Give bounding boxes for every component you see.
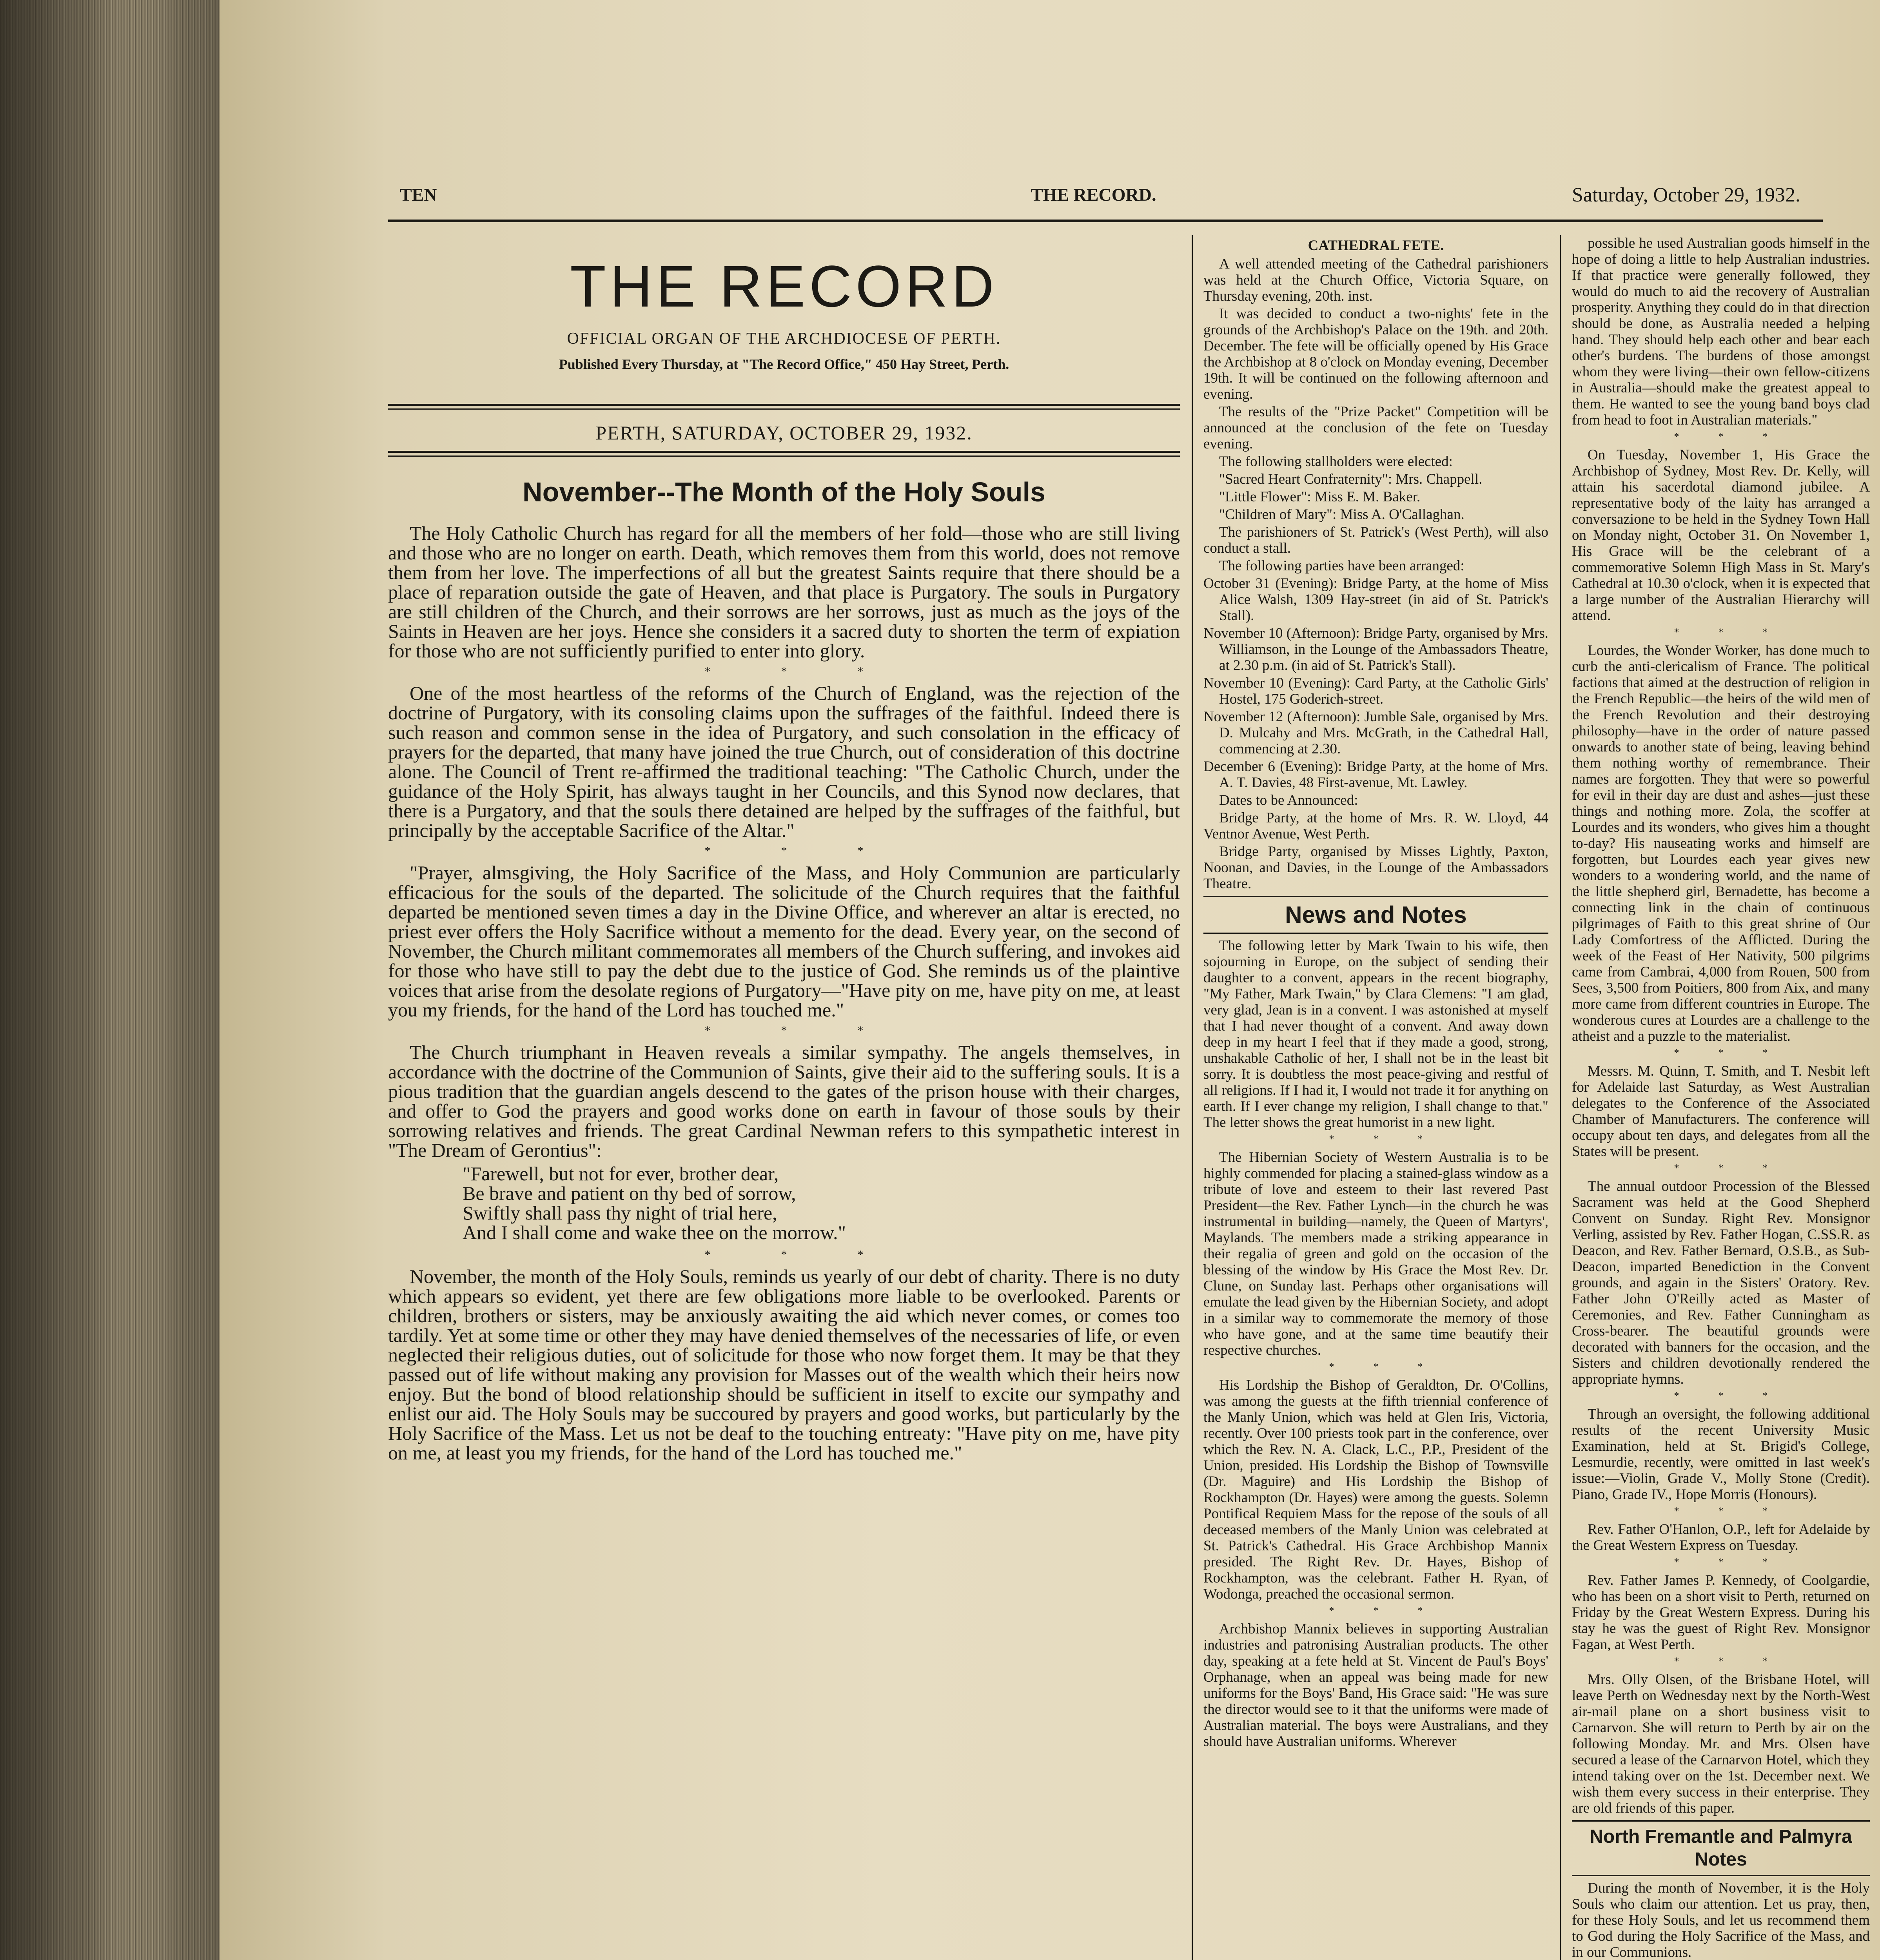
news-item: The parishioners of St. Patrick's (West Perth), will also conduct a stall. (1203, 524, 1548, 556)
news-item: It was decided to conduct a two-nights' fete in the grounds of the Archbishop's Palace on the 19th. and 20th. December. The fete will be officially opened by His Grace the Archbishop at 8 o'clock on Monday evening, December 19th. It will be continued on the following afternoon and evening. (1203, 306, 1548, 402)
party-item: October 31 (Evening): Bridge Party, at the home of Miss Alice Walsh, 1309 Hay-street (in aid of St. Patrick's Stall). (1203, 575, 1548, 624)
poem-line: Swiftly shall pass thy night of trial here, (463, 1202, 777, 1224)
separator-stars: *** (1674, 626, 1807, 638)
news-item: Archbishop Mannix believes in supporting Australian industries and patronising Australian products. The other day, speaking at a fete held at St. Vincent de Paul's Boys' Orphanage, when an appeal was being made for new uniforms for the Boys' Band, His Grace said: "He was sure the director would see to it that the uniforms were made of Australian material. The boys were Australians, and they should have Australian uniforms. Wherever (1203, 1621, 1548, 1749)
news-item: The results of the "Prize Packet" Competition will be announced at the conclusion of the fete on Tuesday evening. (1203, 404, 1548, 452)
north-fremantle-heading: North Fremantle and Palmyra Notes (1590, 1826, 1852, 1870)
editorial-paragraph: November, the month of the Holy Souls, reminds us yearly of our debt of charity. There is no duty which appears so evident, yet there are few obligations more liable to be overlooked. Parents or children, brothers or sisters, may be anxiously awaiting the aid which never comes, or comes too tardily. Yet at some time or other they may have denied themselves of the necessaries of life, or even neglected their religious duties, out of solicitude for those who now forget them. It may be that they passed out of life without making any provision for Masses out of the wealth which their heirs now enjoy. But the bond of blood relationship should be sufficient in itself to excite our sympathy and enlist our aid. The Holy Souls may be succoured by prayers and good works, but particularly by the Holy Sacrifice of the Mass. Let us not be deaf to the touching entreaty: "Have pity on me, have pity on me, at least you my friends, for the hand of the Lord has touched me." (388, 1265, 1180, 1464)
column-divider (1192, 235, 1193, 1960)
page-number-label: TEN (400, 185, 437, 205)
dateline-block (388, 421, 1180, 444)
poem-line: And I shall come and wake thee on the morrow." (463, 1221, 846, 1243)
section-rule (1203, 896, 1548, 897)
dateline: PERTH, SATURDAY, OCTOBER 29, 1932. (595, 422, 973, 444)
dateline-rule-2 (388, 456, 1180, 457)
separator-stars: *** (1329, 1361, 1462, 1372)
news-item: During the month of November, it is the Holy Souls who claim our attention. Let us pray, then, for these Holy Souls, and let us recommend them to God during the Holy Sacrifice of the Mass, and in our Communions. (1572, 1880, 1870, 1960)
separator-stars: *** (1674, 1655, 1807, 1667)
poem-quote (463, 1164, 1180, 1242)
news-item: Rev. Father James P. Kennedy, of Coolgardie, who has been on a short visit to Perth, returned on Friday by the Great Western Express. During his stay he was the guest of Right Rev. Monsignor Fagan, at West Perth. (1572, 1572, 1870, 1653)
news-item: possible he used Australian goods himself in the hope of doing a little to help Australian industries. If that practice were generally followed, they would do much to aid the recovery of Australian prosperity. Anything they could do in that direction should be done, as Australia needed a helping hand. They should help each other and bear each other's burdens. The burdens of those amongst whom they were living—their own fellow-citizens in Australia—should make the greatest appeal to them. He wanted to see the young band boys clad from head to foot in Australian materials." (1572, 235, 1870, 428)
masthead-title: THE RECORD (570, 253, 998, 319)
section-separator: *** (704, 844, 934, 857)
newspaper-page (220, 0, 1880, 1960)
masthead-published: Published Every Thursday, at "The Record Office," 450 Hay Street, Perth. (559, 356, 1009, 372)
separator-stars: *** (1674, 1162, 1807, 1174)
news-item: Lourdes, the Wonder Worker, has done much to curb the anti-clericalism of France. The political factions that aimed at the destruction of religion in the French Republic—the heirs of the wild men of the French Revolution and their destroying philosophy—have in the order of nature passed onwards to another state of being, leaving behind them nothing worthy of remembrance. Their names are forgotten. They that were so powerful for evil in their day are dust and ashes—just these things and nothing more. Zola, the scoffer at Lourdes and its wonders, who gives him a thought to-day? His nauseating works and himself are forgotten, but Lourdes each year gives new wonders to a wondering world, and the name of the little shepherd girl, Bernadette, has become a connecting link in the chain of continuous pilgrimages of Faith to this great shrine of Our Lady Comfortress of the Afflicted. During the week of the Feast of Her Nativity, 500 pilgrims came from Cambrai, 4,000 from Rouen, 500 from Sees, 3,500 from Poitiers, 800 from Aix, and many more came from different countries in Europe. The wonderous cures at Lourdes are a challenge to the atheist and a puzzle to the materialist. (1572, 642, 1870, 1044)
stallholder: "Children of Mary": Miss A. O'Callaghan. (1219, 506, 1464, 523)
separator-stars: *** (1674, 1505, 1807, 1517)
right-column (1572, 235, 1870, 1960)
section-rule (1572, 1820, 1870, 1822)
news-item: The annual outdoor Procession of the Blessed Sacrament was held at the Good Shepherd Convent on Sunday. Right Rev. Monsignor Verling, assisted by Rev. Father Hogan, C.SS.R. as Deacon, and Rev. Father Bernard, O.S.B., as Sub-Deacon, imparted Benediction in the Convent grounds, and again in the Sisters' Oratory. Rev. Father John O'Reilly acted as Master of Ceremonies, and Rev. Father Cunningham as Cross-bearer. The beautiful grounds were decorated with banners for the occasion, and the Sisters and children devotionally rendered the appropriate hymns. (1572, 1178, 1870, 1387)
section-rule (1203, 933, 1548, 934)
news-item: His Lordship the Bishop of Geraldton, Dr. O'Collins, was among the guests at the fifth triennial conference of the Manly Union, which was held at Glen Iris, Victoria, recently. Over 100 priests took part in the conference, over which the Rev. N. A. Clack, L.C., P.P., President of the Union, presided. His Lordship the Bishop of Townsville (Dr. Maguire) and His Lordship the Bishop of Rockhampton (Dr. Hayes) were among the guests. Solemn Pontifical Requiem Mass for the repose of the souls of all deceased members of the Manly Union was celebrated at St. Patrick's Cathedral. His Grace Archbishop Mannix presided. The Right Rev. Dr. Hayes, Bishop of Rockhampton, was the celebrant. Father H. Ryan, of Wodonga, preached the occasional sermon. (1203, 1377, 1548, 1602)
section-separator: *** (704, 1248, 934, 1261)
masthead-org: OFFICIAL ORGAN OF THE ARCHDIOCESE OF PERTH. (567, 330, 1001, 348)
news-item: Messrs. M. Quinn, T. Smith, and T. Nesbit left for Adelaide last Saturday, as West Australian delegates to the Conference of the Associated Chamber of Manufacturers. The conference will occupy about ten days, and delegates from all the States will be present. (1572, 1063, 1870, 1160)
party-list (1203, 575, 1548, 791)
party-item: November 12 (Afternoon): Jumble Sale, organised by Mrs. D. Mulcahy and Mrs. McGrath, in the Cathedral Hall, commencing at 2.30. (1203, 709, 1548, 757)
party-item: December 6 (Evening): Bridge Party, at the home of Mrs. A. T. Davies, 48 First-avenue, Mt. Lawley. (1203, 759, 1548, 791)
separator-stars: *** (1674, 1556, 1807, 1568)
separator-stars: *** (1674, 431, 1807, 442)
editorial-paragraph: The Church triumphant in Heaven reveals a similar sympathy. The angels themselves, in accordance with the doctrine of the Communion of Saints, give their aid to the suffering souls. It is a pious tradition that the guardian angels descend to the gates of the prison house with their charges, and offer to God the prayers and good works done on earth in favour of those souls by their sorrowing relatives and friends. The great Cardinal Newman refers to this sympathetic interest in "The Dream of Gerontius": (388, 1041, 1180, 1161)
editorial-paragraph: The Holy Catholic Church has regard for all the members of her fold—those who are still living and those who are no longer on earth. Death, which removes them from this world, does not remove them from her love. The imperfections of all but the greatest Saints require that there should be a place of reparation outside the gate of Heaven, and that place is Purgatory. The souls in Purgatory are still children of the Church, and their sorrows are her sorrows, just as much as the joys of the Saints in Heaven are her joys. Hence she considers it a sacred duty to shorten the term of expiation for those who are not sufficiently purified to enter into glory. (388, 523, 1180, 662)
news-item: The following letter by Mark Twain to his wife, then sojourning in Europe, on the subject of sending their daughter to a convent, appears in the recent biography, "My Father, Mark Twain," by Clara Clemens: "I am glad, very glad, Jean is in a convent. I was astonished at myself that I had never thought of a convent. And away down deep in my heart I feel that if they made a good, strong, unshakable Catholic of her, I shall not be in the least bit sorry. It is doubtless the most peace-giving and restful of all religions. If I had it, I would not trade it for anything on earth. If I ever change my religion, I shall change to that." The letter shows the great humorist in a new light. (1203, 938, 1548, 1131)
editorial-paragraph: One of the most heartless of the reforms of the Church of England, was the rejection of the doctrine of Purgatory, with its consoling claims upon the suffrages of the faithful. Indeed there is such reason and common sense in the idea of Purgatory, and such consolation in the efficacy of prayers for the departed, that many have joined the true Church, out of consideration of this doctrine alone. The Council of Trent re-affirmed the traditional teaching: "The Catholic Church, under the guidance of the Holy Spirit, has always taught in her Councils, and this Synod now declares, that there is a Purgatory, and that the souls there detained are helped by the suffrages of the faithful, but principally by the acceptable Sacrifice of the Altar." (388, 682, 1180, 841)
header-rule (388, 220, 1823, 222)
editorial-headline: November--The Month of the Holy Souls (523, 477, 1045, 507)
section-rule (1572, 1875, 1870, 1876)
masthead (388, 255, 1180, 372)
separator-stars: *** (1329, 1133, 1462, 1145)
news-item: Through an oversight, the following additional results of the recent University Music Examination, held at St. Brigid's College, Lesmurdie, recently, were omitted in last week's issue:—Violin, Grade V., Molly Stone (Credit). Piano, Grade IV., Hope Morris (Honours). (1572, 1406, 1870, 1503)
column-divider (1560, 235, 1561, 1960)
running-head-title: THE RECORD. (1031, 185, 1156, 205)
binding-shadow (0, 0, 220, 1960)
editorial-paragraph: "Prayer, almsgiving, the Holy Sacrifice of the Mass, and Holy Communion are particularly efficacious for the souls of the departed. The solicitude of the Church requires that the faithful departed be mentioned seven times a day in the Divine Office, and wherever an altar is erected, no priest ever offers the Holy Sacrifice without a memento for the dead. Every year, on the second of November, the Church militant commemorates all members of the Church suffering, and invokes aid for those who have still to pay the debt due to the justice of God. She reminds us of the plaintive voices that arise from the desolate regions of Purgatory—"Have pity on me, have pity on me, at least you my friends, for the hand of the Lord has touched me." (388, 862, 1180, 1021)
cathedral-fete-heading: CATHEDRAL FETE. (1308, 238, 1444, 254)
middle-column (1203, 235, 1548, 1960)
separator-stars: *** (1674, 1390, 1807, 1401)
news-and-notes-heading: News and Notes (1285, 902, 1467, 928)
poem-line: Be brave and patient on thy bed of sorrow, (463, 1182, 796, 1204)
news-item: The Hibernian Society of Western Australia is to be highly commended for placing a stained-glass window as a tribute of love and esteem to their last revered Past President—the Rev. Father Lynch—in the church he was instrumental in building—namely, the Queen of Martyrs', Maylands. The members made a striking appearance in their regalia of green and gold on the occasion of the blessing of the window by His Grace the Most Rev. Dr. Clune, on Sunday last. Perhaps other organisations will emulate the lead given by the Hibernian Society, and adopt in a similar way to commemorate the memory of those who have gone, and at the same time beautify their respective churches. (1203, 1149, 1548, 1358)
dateline-rule (388, 451, 1180, 453)
news-item: Rev. Father O'Hanlon, O.P., left for Adelaide by the Great Western Express on Tuesday. (1572, 1521, 1870, 1553)
news-item: Mrs. Olly Olsen, of the Brisbane Hotel, will leave Perth on Wednesday next by the North-West air-mail plane on a short business visit to Carnarvon. She will return to Perth by air on the following Monday. Mr. and Mrs. Olsen have secured a lease of the Carnarvon Hotel, which they intend taking over on the 1st. December next. We wish them every success in their enterprise. They are old friends of this paper. (1572, 1671, 1870, 1816)
news-item: Dates to be Announced: (1219, 792, 1358, 808)
separator-stars: *** (1674, 1047, 1807, 1058)
news-item: The following stallholders were elected: (1219, 454, 1453, 470)
news-item: On Tuesday, November 1, His Grace the Archbishop of Sydney, Most Rev. Dr. Kelly, will attain his sacerdotal diamond jubilee. A representative body of the laity has arranged a conversazione to be held in the Sydney Town Hall on Monday night, October 31. On November 1, His Grace will be the celebrant of a commemorative Solemn High Mass in St. Mary's Cathedral at 10.30 o'clock, when it is expected that a large number of the Australian Hierarchy will attend. (1572, 447, 1870, 624)
separator-stars: *** (1329, 1605, 1462, 1616)
editorial-body (388, 523, 1180, 1960)
poem-line: "Farewell, but not for ever, brother dear, (463, 1163, 779, 1185)
stallholder: "Little Flower": Miss E. M. Baker. (1219, 489, 1421, 505)
news-item: The following parties have been arranged: (1219, 558, 1464, 574)
party-item: November 10 (Afternoon): Bridge Party, organised by Mrs. Williamson, in the Lounge of the Ambassadors Theatre, at 2.30 p.m. (in aid of St. Patrick's Stall). (1203, 625, 1548, 673)
masthead-rule-top (388, 404, 1180, 406)
stallholder: "Sacred Heart Confraternity": Mrs. Chappell. (1219, 471, 1483, 487)
news-item: Bridge Party, at the home of Mrs. R. W. Lloyd, 44 Ventnor Avenue, West Perth. (1203, 810, 1548, 842)
running-head-date: Saturday, October 29, 1932. (1572, 184, 1800, 206)
party-item: November 10 (Evening): Card Party, at the Catholic Girls' Hostel, 175 Goderich-street. (1203, 675, 1548, 707)
section-separator: *** (704, 665, 934, 678)
news-item: A well attended meeting of the Cathedral parishioners was held at the Church Office, Victoria Square, on Thursday evening, 20th. inst. (1203, 256, 1548, 304)
masthead-rule-top-2 (388, 408, 1180, 410)
news-item: Bridge Party, organised by Misses Lightly, Paxton, Noonan, and Davies, in the Lounge of the Ambassadors Theatre. (1203, 844, 1548, 892)
section-separator: *** (704, 1024, 934, 1037)
